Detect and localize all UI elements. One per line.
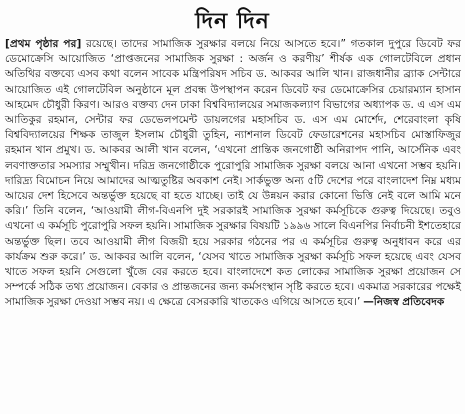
continued-from-label: [প্রথম পৃষ্ঠার পর]	[5, 38, 82, 50]
article-body	[5, 37, 461, 311]
article-body-text: রয়েছে। তাদের সামাজিক সুরক্ষার বলয়ে নিয়ে আসতে হবে।” গতকাল দুপুরে ডিবেট ফর ডেমোক্রেসি আয়োজিত ‘প্রাপ্তজনের সামাজিক সুরক্ষা : অর্জন ও করণীয়’ শীর্ষক এক গোলটেবিলে প্রধান অতিথির বক্তব্যে এসব কথা বলেন সাবেক মন্ত্রিপরিষদ সচিব ড. আকবর আলি খান। রাজধানীর ব্র্যাক সেন্টারে আয়োজিত এই গোলটেবিল অনুষ্ঠানে মূল প্রবন্ধ উপস্থাপন করেন ডিবেট ফর ডেমোক্রেসির চেয়ারম্যান হাসান আহমেদ চৌধুরী কিরণ। আরও বক্তব্য দেন ঢাকা বিশ্ববিদ্যালয়ের সমাজকল্যাণ বিভাগের অধ্যাপক ড. এ এস এম আতিকুর রহমান, সেন্টার ফর ডেভেলপমেন্ট ডায়লগের মহাসচিব ড. এস এম মোর্শেদ, শেরেবাংলা কৃষি বিশ্ববিদ্যালয়ের শিক্ষক তাজুল ইসলাম চৌধুরী তুহিন, ন্যাশনাল ডিবেট ফেডারেশনের মহাসচিব মোস্তাফিজুর রহমান খান প্রমুখ। ড. আকবর আলী খান বলেন, ‘এখনো প্রান্তিক জনগোষ্ঠী অনিরাপদ পানি, আর্সেনিক এবং লবণাক্ততার সমস্যার সম্মুখীন। দরিদ্র জনগোষ্ঠীকে পুরোপুরি সামাজিক সুরক্ষা বলয়ে আনা এখনো সম্ভব হয়নি। দারিদ্র্য বিমোচন নিয়ে আমাদের আত্মতুষ্টির অবকাশ নেই। সার্কভুক্ত অন্য ৫টি দেশের পরে বাংলাদেশ নিম্ন মধ্যম আয়ের দেশ হিসেবে অন্তর্ভুক্ত হয়েছে বা হতে যাচ্ছে। তাই যে উন্নয়ন করার কোনো ভিত্তি নেই বলে আমি মনে করি।’ তিনি বলেন, ‘আওয়ামী লীগ-বিএনপি দুই সরকারই সামাজিক সুরক্ষা কর্মসূচিকে গুরুত্ব দিয়েছে। তবুও এখনো এ কর্মসূচি পুরোপুরি সফল হয়নি। সামাজিক সুরক্ষার বিষয়টি ১৯৯৬ সালে বিএনপির নির্বাচনী ইশতেহারে অন্তর্ভুক্ত ছিল। তবে আওয়ামী লীগ বিজয়ী হয়ে সরকার গঠনের পর এ কর্মসূচির গুরুত্ব অনুধাবন করে এর কার্যক্রম শুরু করে।’ ড. আকবর আলি বলেন, ‘যেসব খাতে সামাজিক সুরক্ষা কর্মসূচি সফল হয়েছে এবং যেসব খাতে সফল হয়নি সেগুলো খুঁজে বের করতে হবে। বাংলাদেশে কত লোকের সামাজিক সুরক্ষা প্রয়োজন সে সম্পর্কে সঠিক তথ্য প্রয়োজন। বেকার ও প্রান্তজনের জন্য কর্মসংস্থান সৃষ্টি করতে হবে। একমাত্র সরকারের পক্ষেই সামাজিক সুরক্ষা দেওয়া সম্ভব নয়। এ ক্ষেত্রে বেসরকারি খাতকেও এগিয়ে আসতে হবে।’	[5, 38, 461, 309]
article-headline: দিন দিন	[195, 8, 270, 34]
article-byline: —নিজস্ব প্রতিবেদক	[363, 296, 445, 309]
